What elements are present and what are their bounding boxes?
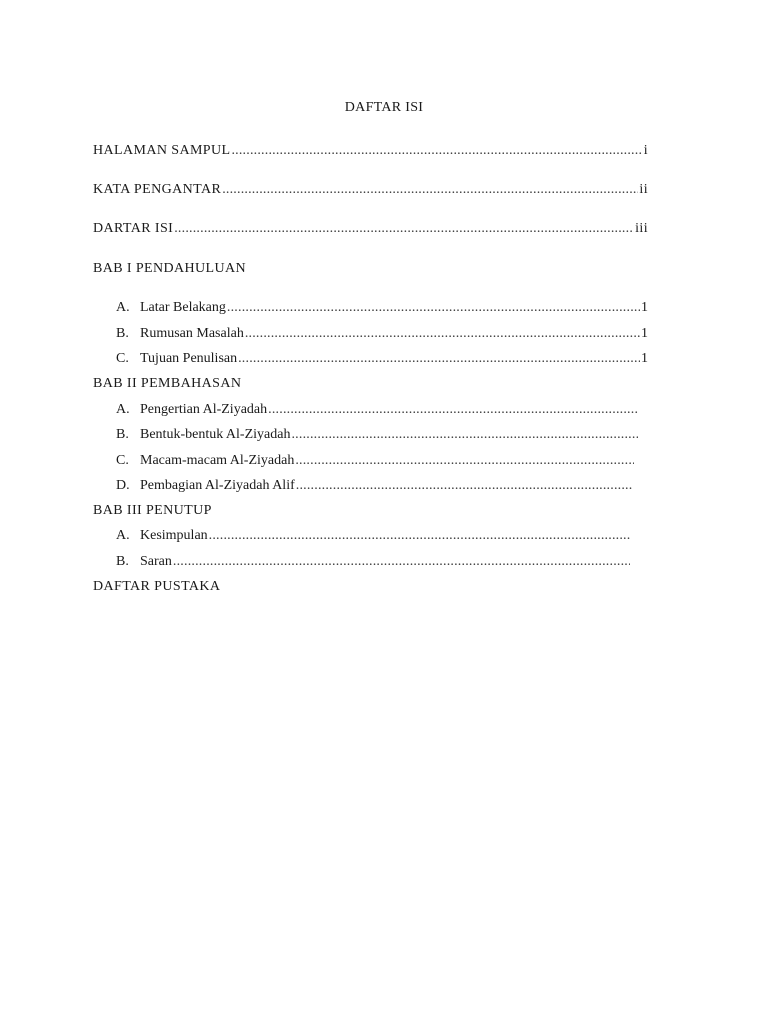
dot-leader [268, 401, 639, 419]
item-label: Rumusan Masalah [140, 326, 244, 341]
dot-leader [231, 142, 642, 160]
dot-leader [173, 553, 630, 571]
bab2-item-d [116, 477, 633, 495]
item-label: Saran [140, 554, 172, 569]
dot-leader [222, 181, 638, 199]
item-label: Pengertian Al-Ziyadah [140, 402, 268, 417]
bab1-heading: BAB I PENDAHULUAN [93, 261, 247, 276]
item-label: Bentuk-bentuk Al-Ziyadah [140, 427, 291, 442]
item-marker: B. [116, 427, 129, 442]
toc-entry-label: KATA PENGANTAR [93, 182, 222, 197]
item-label: Tujuan Penulisan [140, 351, 238, 366]
toc-entry-kata-pengantar [93, 181, 648, 199]
toc-entry-daftar-isi [93, 220, 648, 238]
toc-entry-label: HALAMAN SAMPUL [93, 143, 231, 158]
bab2-item-c [116, 452, 635, 470]
item-label: Pembagian Al-Ziyadah Alif [140, 478, 295, 493]
dot-leader [296, 477, 632, 495]
bab2-heading: BAB II PEMBAHASAN [93, 376, 242, 391]
toc-entry-label: DARTAR ISI [93, 221, 174, 236]
daftar-pustaka-heading: DAFTAR PUSTAKA [93, 579, 221, 594]
item-page: 1 [641, 351, 648, 366]
item-marker: A. [116, 528, 130, 543]
dot-leader [227, 299, 640, 317]
item-label: Macam-macam Al-Ziyadah [140, 453, 295, 468]
item-label: Kesimpulan [140, 528, 208, 543]
dot-leader [238, 350, 640, 368]
item-marker: A. [116, 402, 130, 417]
dot-leader [291, 426, 638, 444]
item-marker: C. [116, 453, 129, 468]
toc-entry-halaman-sampul [93, 142, 648, 160]
item-marker: C. [116, 351, 129, 366]
dot-leader [174, 220, 634, 238]
toc-entry-page: i [643, 143, 648, 158]
item-marker: A. [116, 300, 130, 315]
bab3-item-b [116, 553, 631, 571]
item-marker: B. [116, 554, 129, 569]
toc-entry-page: iii [635, 221, 648, 236]
item-marker: D. [116, 478, 130, 493]
bab1-item-a [116, 299, 648, 317]
bab1-item-c [116, 350, 648, 368]
toc-entry-page: ii [639, 182, 648, 197]
item-page: 1 [641, 326, 648, 341]
dot-leader [295, 452, 634, 470]
bab2-item-a [116, 401, 640, 419]
toc-title: DAFTAR ISI [344, 100, 424, 115]
item-label: Latar Belakang [140, 300, 226, 315]
bab1-item-b [116, 325, 648, 343]
bab2-item-b [116, 426, 639, 444]
dot-leader [245, 325, 640, 343]
item-page: 1 [641, 300, 648, 315]
bab3-heading: BAB III PENUTUP [93, 503, 212, 518]
dot-leader [209, 527, 630, 545]
item-marker: B. [116, 326, 129, 341]
bab3-item-a [116, 527, 631, 545]
